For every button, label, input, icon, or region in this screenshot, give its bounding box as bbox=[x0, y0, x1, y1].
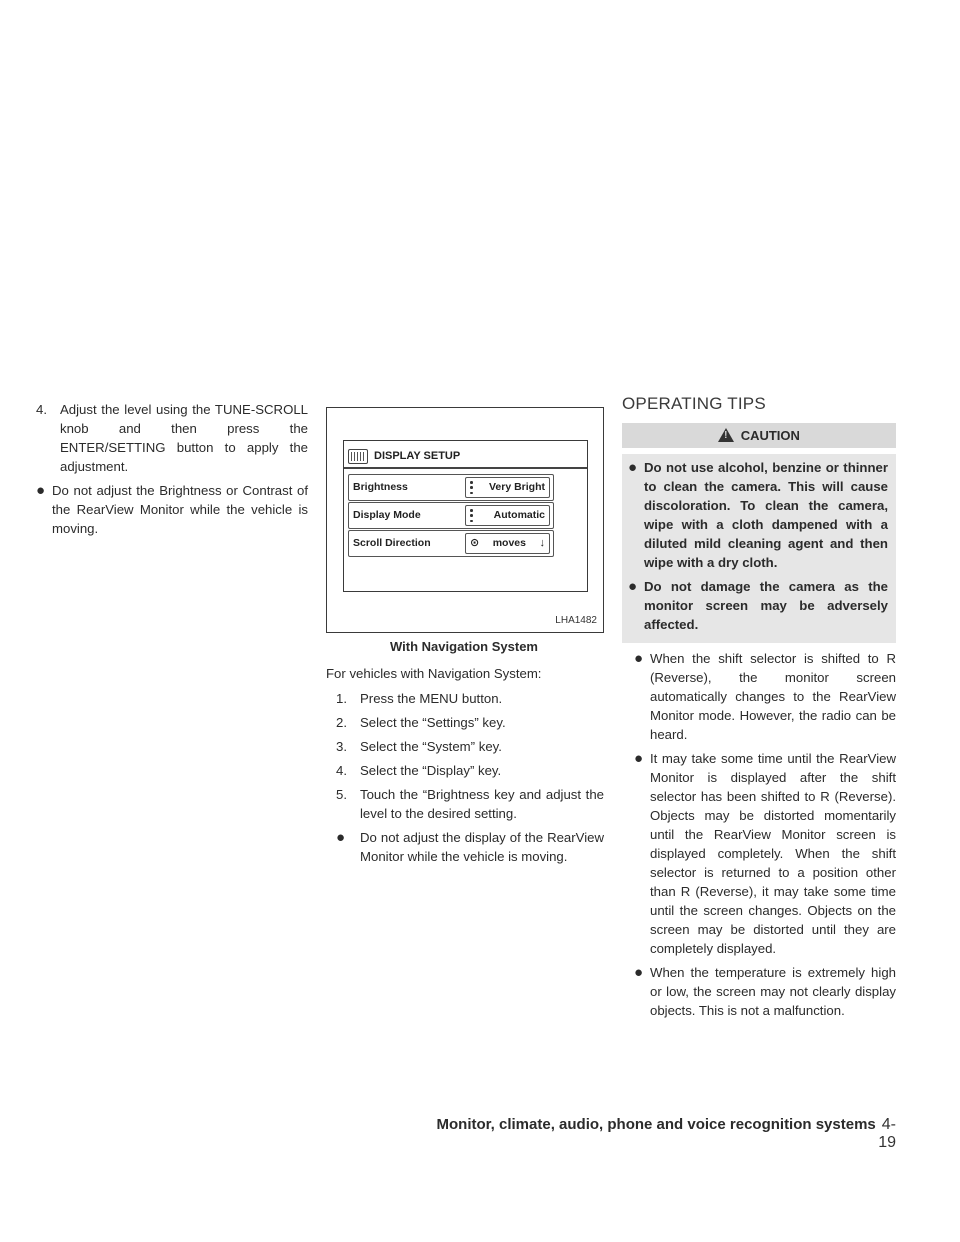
note-item bbox=[36, 481, 308, 538]
step-number: 4. bbox=[336, 763, 347, 778]
setting-label: Brightness bbox=[353, 481, 408, 493]
adjust-dots-icon bbox=[470, 509, 473, 522]
bullet-icon: ● bbox=[36, 482, 46, 499]
setting-row-display-mode bbox=[348, 502, 554, 529]
step-text: Select the “Settings” key. bbox=[360, 715, 506, 730]
caution-item bbox=[628, 577, 888, 634]
step-number: 4. bbox=[36, 402, 47, 417]
bullet-icon: ● bbox=[628, 459, 638, 476]
screen-header bbox=[348, 447, 460, 466]
step-text: Press the MENU button. bbox=[360, 691, 503, 706]
bullet-icon: ● bbox=[628, 578, 638, 595]
page-number: 4-19 bbox=[878, 1116, 896, 1151]
setting-row-scroll-direction bbox=[348, 530, 554, 557]
arrow-down-icon: ↓ bbox=[539, 537, 545, 549]
setting-value bbox=[465, 477, 550, 498]
steps-list bbox=[326, 689, 604, 866]
tip-text: When the shift selector is shifted to R (Reverse), the monitor screen automatically changes to the RearView Monitor mode. However, the radio can be heard. bbox=[650, 651, 896, 742]
step-number: 5. bbox=[336, 787, 347, 802]
setting-label: Display Mode bbox=[353, 509, 421, 521]
setting-value bbox=[465, 533, 550, 554]
adjust-dots-icon bbox=[470, 481, 473, 494]
scroll-knob-icon: ⊙ bbox=[470, 537, 480, 549]
figure-id: LHA1482 bbox=[555, 615, 597, 626]
tip-item bbox=[622, 649, 896, 744]
setting-label: Scroll Direction bbox=[353, 537, 431, 549]
step-item bbox=[336, 689, 604, 708]
step-text: Select the “System” key. bbox=[360, 739, 502, 754]
note-item bbox=[336, 828, 604, 866]
step-item bbox=[336, 785, 604, 823]
bullet-icon: ● bbox=[634, 750, 644, 767]
footer-section-title: Monitor, climate, audio, phone and voice recognition systems bbox=[436, 1116, 876, 1133]
column-right bbox=[622, 394, 896, 1025]
bullet-icon: ● bbox=[336, 829, 346, 846]
setup-menu-icon bbox=[348, 449, 368, 464]
tips-list bbox=[622, 649, 896, 1020]
caution-header bbox=[622, 423, 896, 448]
caution-item bbox=[628, 458, 888, 572]
intro-text: For vehicles with Navigation System: bbox=[326, 666, 542, 681]
note-text: Do not adjust the display of the RearView Monitor while the vehicle is moving. bbox=[360, 830, 604, 864]
tip-text: It may take some time until the RearView Monitor is displayed after the shift selector has been shifted to R (Reverse). Objects may be distorted momentarily until the RearView Monitor screen is displayed completely. When the shift selector is returned to a position other than R (Reverse), it may take some time until the screen changes. Objects on the screen may be distorted until they are completely displayed. bbox=[650, 751, 896, 956]
setting-value-text: Very Bright bbox=[488, 481, 545, 493]
step-text: Touch the “Brightness key and adjust the level to the desired setting. bbox=[360, 787, 604, 821]
step-item bbox=[336, 713, 604, 732]
caution-text: Do not damage the camera as the monitor screen may be adversely affected. bbox=[644, 579, 888, 632]
note-text: Do not adjust the Brightness or Contrast of the RearView Monitor while the vehicle is moving. bbox=[52, 483, 308, 536]
setting-row-brightness bbox=[348, 474, 554, 501]
step-text: Select the “Display” key. bbox=[360, 763, 502, 778]
screen-title: DISPLAY SETUP bbox=[374, 450, 461, 462]
caution-text: Do not use alcohol, benzine or thinner to clean the camera. This will cause discoloration. To clean the camera, wipe with a cloth dampened with a diluted mild cleaning agent and then wipe with a dry cloth. bbox=[644, 460, 888, 570]
display-setup-screen bbox=[343, 440, 588, 592]
column-left bbox=[36, 400, 308, 543]
figure-caption: With Navigation System bbox=[390, 639, 538, 654]
caution-box bbox=[622, 454, 896, 643]
step-item bbox=[36, 400, 308, 476]
bullet-icon: ● bbox=[634, 964, 644, 981]
step-number: 1. bbox=[336, 691, 347, 706]
tip-item bbox=[622, 963, 896, 1020]
tip-item bbox=[622, 749, 896, 958]
page-footer bbox=[430, 1116, 896, 1152]
step-item bbox=[336, 737, 604, 756]
step-number: 2. bbox=[336, 715, 347, 730]
header-divider bbox=[344, 467, 587, 469]
step-text: Adjust the level using the TUNE-SCROLL knob and then press the ENTER/SETTING button to apply the adjustment. bbox=[60, 402, 308, 474]
step-item bbox=[336, 761, 604, 780]
caution-label: CAUTION bbox=[740, 428, 800, 443]
section-heading: OPERATING TIPS bbox=[622, 394, 766, 413]
column-middle bbox=[326, 407, 604, 871]
setting-value bbox=[465, 505, 550, 526]
step-number: 3. bbox=[336, 739, 347, 754]
tip-text: When the temperature is extremely high or low, the screen may not clearly display objects. This is not a malfunction. bbox=[650, 965, 896, 1018]
setting-value-text: Automatic bbox=[493, 509, 545, 521]
bullet-icon: ● bbox=[634, 650, 644, 667]
setting-value-text: moves bbox=[492, 537, 526, 549]
warning-triangle-icon bbox=[718, 428, 734, 442]
display-setup-figure bbox=[326, 407, 604, 633]
